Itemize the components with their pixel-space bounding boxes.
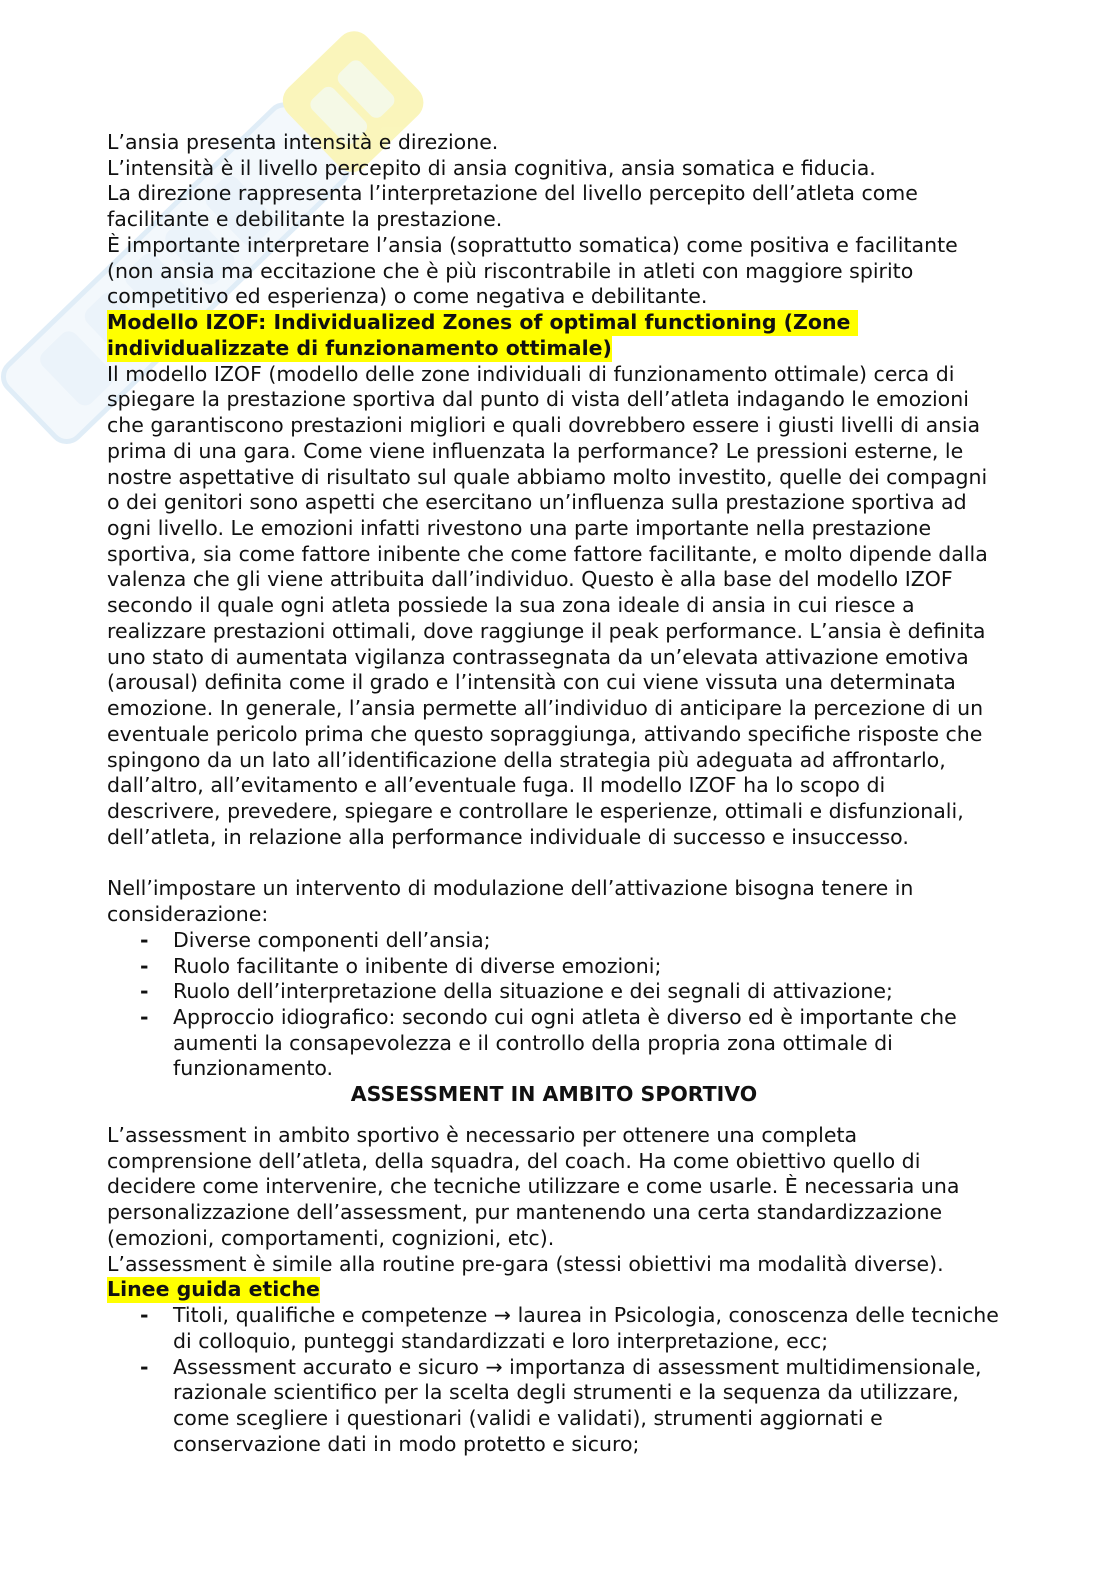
text-line: descrivere, prevedere, spiegare e controllare le esperienze, ottimali e disfunzionali, <box>107 799 964 824</box>
modulation-list <box>107 928 1001 1082</box>
text-line: L’assessment è simile alla routine pre-gara (stessi obiettivi ma modalità diverse). <box>107 1251 944 1276</box>
text-line: sportiva, sia come fattore inibente che come fattore facilitante, e molto dipende dalla <box>107 541 988 566</box>
list-item <box>107 979 1001 1005</box>
assessment-paragraph <box>107 1123 1001 1277</box>
empty-line <box>107 851 1001 877</box>
text-line: (non ansia ma eccitazione che è più riscontrabile in atleti con maggiore spirito <box>107 258 914 283</box>
text-line: comprensione dell’atleta, della squadra, del coach. Ha come obiettivo quello di <box>107 1148 921 1173</box>
text-line: considerazione: <box>107 902 269 927</box>
intro-paragraph <box>107 130 1001 310</box>
text-line: aumenti la consapevolezza e il controllo della propria zona ottimale di <box>173 1030 893 1055</box>
text-line: Ruolo facilitante o inibente di diverse emozioni; <box>173 953 662 978</box>
list-item <box>107 1355 1001 1458</box>
text-line: Nell’impostare un intervento di modulazione dell’attivazione bisogna tenere in <box>107 876 914 901</box>
text-line: nostre aspettative di risultato sul quale abbiamo molto investito, quelle dei compagni <box>107 464 988 489</box>
text-line: Ruolo dell’interpretazione della situazione e dei segnali di attivazione; <box>173 979 893 1004</box>
text-line: Titoli, qualifiche e competenze → laurea in Psicologia, conoscenza delle tecniche <box>173 1303 999 1328</box>
text-line: competitivo ed esperienza) o come negativa e debilitante. <box>107 284 708 309</box>
text-line: razionale scientifico per la scelta degli strumenti e la sequenza da utilizzare, <box>173 1380 959 1405</box>
text-line: o dei genitori sono aspetti che esercitano un’influenza sulla prestazione sportiva ad <box>107 490 967 515</box>
text-line: L’assessment in ambito sportivo è necessario per ottenere una completa <box>107 1122 858 1147</box>
text-line: (emozioni, comportamenti, cognizioni, etc). <box>107 1225 555 1250</box>
highlighted-heading-line: individualizzate di funzionamento ottimale) <box>107 335 612 360</box>
text-line: prima di una gara. Come viene influenzata la performance? Le pressioni esterne, le <box>107 438 964 463</box>
list-bullet: - <box>140 1354 149 1379</box>
text-line: È importante interpretare l’ansia (soprattutto somatica) come positiva e facilitante <box>107 232 958 257</box>
text-line: che garantiscono prestazioni migliori e quali dovrebbero essere i giusti livelli di ansia <box>107 413 981 438</box>
text-line: valenza che gli viene attribuita dall’individuo. Questo è alla base del modello IZOF <box>107 567 953 592</box>
text-line: di colloquio, punteggi standardizzati e loro interpretazione, ecc; <box>173 1328 829 1353</box>
text-line: uno stato di aumentata vigilanza contrassegnata da un’elevata attivazione emotiva <box>107 644 969 669</box>
text-line: Approccio idiografico: secondo cui ogni atleta è diverso ed è importante che <box>173 1004 957 1029</box>
list-bullet: - <box>140 979 149 1004</box>
list-item <box>107 954 1001 980</box>
text-line: facilitante e debilitante la prestazione. <box>107 207 503 232</box>
highlighted-heading-line: Modello IZOF: Individualized Zones of optimal functioning (Zone <box>107 310 858 335</box>
izof-heading <box>107 310 1001 361</box>
list-item <box>107 1303 1001 1354</box>
text-line: realizzare prestazioni ottimali, dove raggiunge il peak performance. L’ansia è definita <box>107 618 986 643</box>
text-line: emozione. In generale, l’ansia permette all’individuo di anticipare la percezione di un <box>107 696 984 721</box>
izof-paragraph <box>107 362 1001 851</box>
text-line: ogni livello. Le emozioni infatti rivestono una parte importante nella prestazione <box>107 516 932 541</box>
text-line: Il modello IZOF (modello delle zone individuali di funzionamento ottimale) cerca di <box>107 361 955 386</box>
text-line: L’ansia presenta intensità e direzione. <box>107 130 499 154</box>
text-line: funzionamento. <box>173 1056 334 1081</box>
text-line: personalizzazione dell’assessment, pur mantenendo una certa standardizzazione <box>107 1200 943 1225</box>
text-line: dell’atleta, in relazione alla performance individuale di successo e insuccesso. <box>107 824 909 849</box>
text-line: La direzione rappresenta l’interpretazione del livello percepito dell’atleta come <box>107 181 918 206</box>
modulation-paragraph <box>107 876 1001 927</box>
text-line: conservazione dati in modo protetto e sicuro; <box>173 1431 640 1456</box>
list-bullet: - <box>140 1303 149 1328</box>
text-line: (arousal) definita come il grado e l’intensità con cui viene vissuta una determinata <box>107 670 956 695</box>
list-bullet: - <box>140 1004 149 1029</box>
list-item <box>107 1005 1001 1082</box>
list-bullet: - <box>140 927 149 952</box>
ethics-list <box>107 1303 1001 1457</box>
section-title: ASSESSMENT IN AMBITO SPORTIVO <box>350 1082 758 1107</box>
document-body <box>107 130 1001 1457</box>
text-line: secondo il quale ogni atleta possiede la sua zona ideale di ansia in cui riesce a <box>107 593 915 618</box>
text-line: decidere come intervenire, che tecniche utilizzare e come usarle. È necessaria una <box>107 1174 960 1199</box>
text-line: Diverse componenti dell’ansia; <box>173 927 491 952</box>
text-line: dall’altro, all’evitamento e all’eventuale fuga. Il modello IZOF ha lo scopo di <box>107 773 886 798</box>
text-line: eventuale pericolo prima che questo sopraggiunga, attivando specifiche risposte che <box>107 721 983 746</box>
text-line: Assessment accurato e sicuro → importanza di assessment multidimensionale, <box>173 1354 982 1379</box>
ethics-heading: Linee guida etiche <box>107 1277 320 1302</box>
list-bullet: - <box>140 953 149 978</box>
text-line: spingono da un lato all’identificazione della strategia più adeguata ad affrontarlo, <box>107 747 946 772</box>
text-line: spiegare la prestazione sportiva dal punto di vista dell’atleta indagando le emozioni <box>107 387 969 412</box>
text-line: L’intensità è il livello percepito di ansia cognitiva, ansia somatica e fiducia. <box>107 155 876 180</box>
text-line: come scegliere i questionari (validi e validati), strumenti aggiornati e <box>173 1405 883 1430</box>
list-item <box>107 928 1001 954</box>
